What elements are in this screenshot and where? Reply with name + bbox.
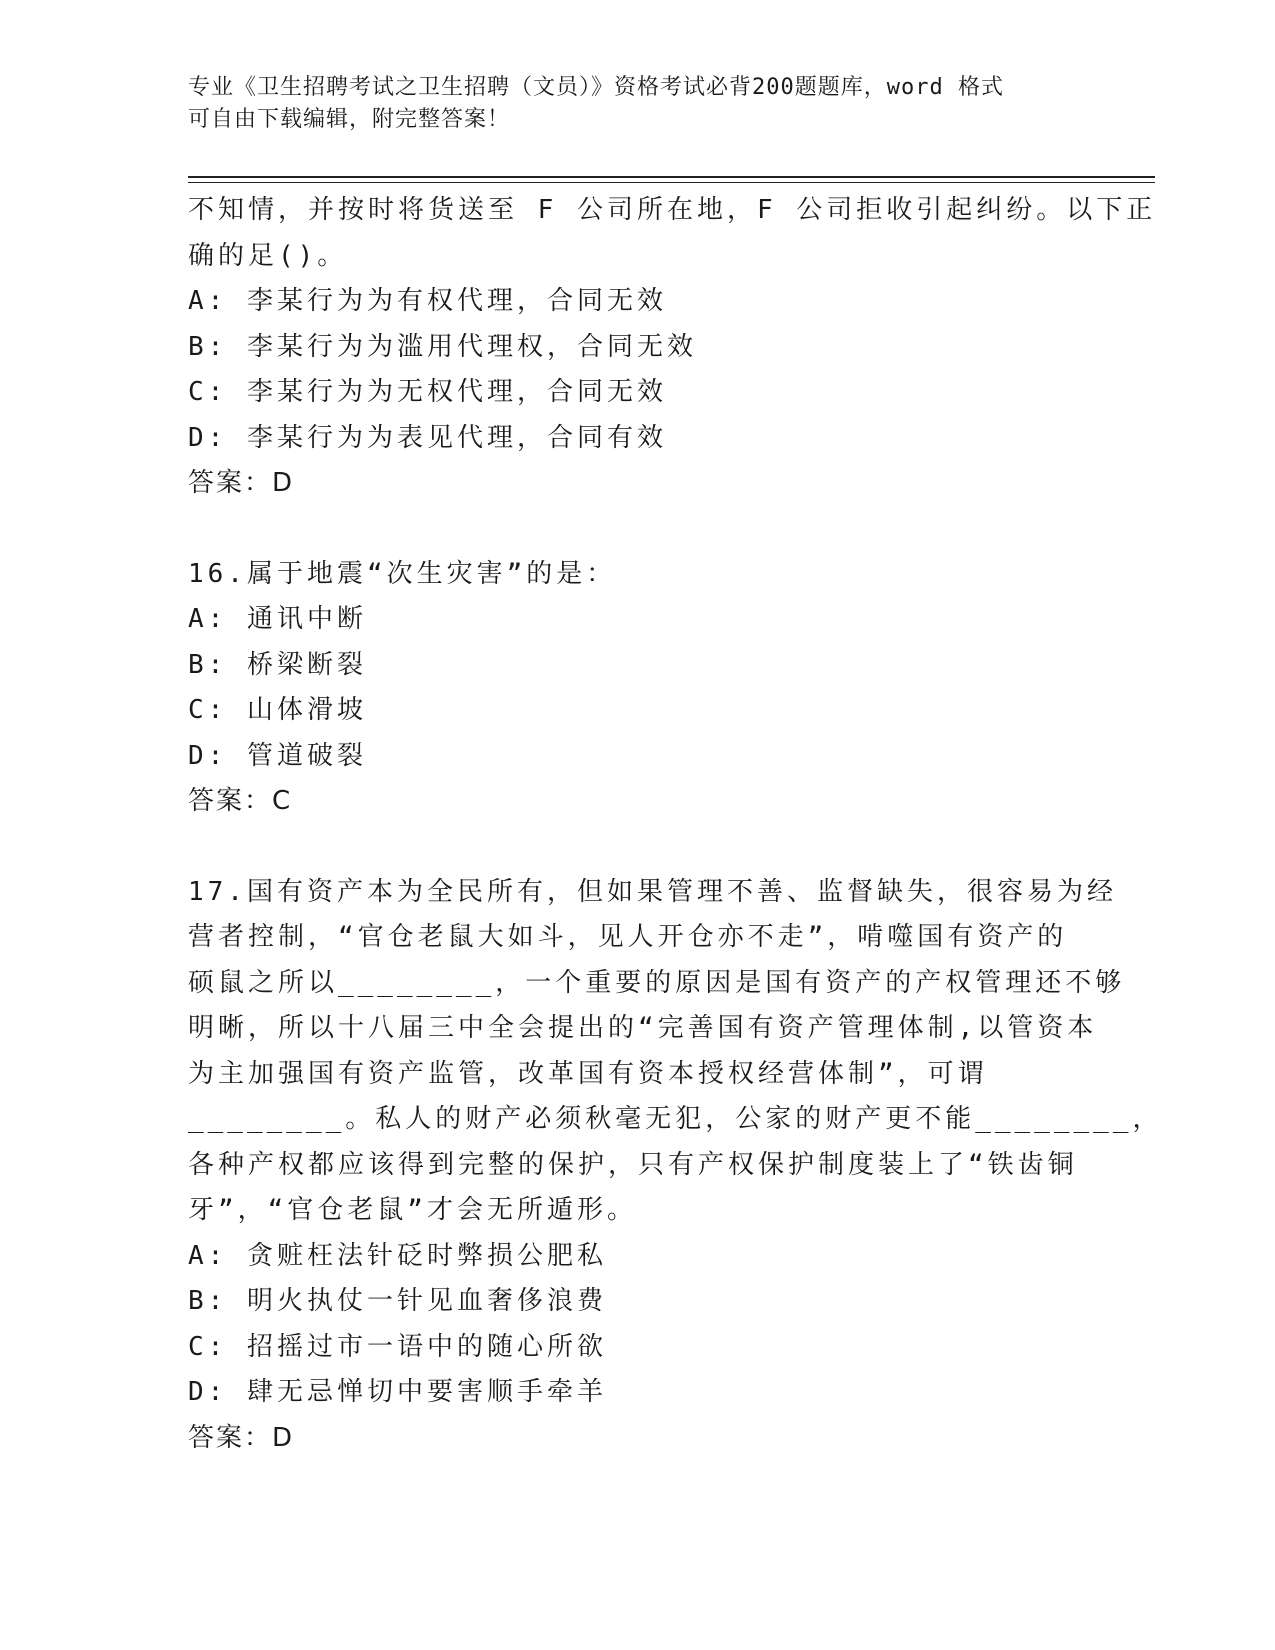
- question-stem-line: 为主加强国有资产监管，改革国有资本授权经营体制”，可谓: [188, 1058, 988, 1089]
- answer-label: 答案：C: [188, 786, 293, 816]
- question-17: [188, 870, 1163, 1462]
- header-divider-thin: [188, 182, 1155, 183]
- option-d: D: 管道破裂: [188, 740, 367, 771]
- spacer: [188, 507, 1088, 552]
- question-stem-line: 17.国有资产本为全民所有，但如果管理不善、监督缺失，很容易为经: [188, 876, 1117, 907]
- question-stem-line: 营者控制，“官仓老鼠大如斗，见人开仓亦不走”，啃噬国有资产的: [188, 922, 1068, 952]
- question-stem-line: ________。私人的财产必须秋毫无犯，公家的财产更不能________，: [188, 1104, 1163, 1134]
- header-line-1: 专业《卫生招聘考试之卫生招聘（文员）》资格考试必背200题题库，word 格式: [188, 75, 1004, 100]
- option-d: D: 李某行为为表见代理，合同有效: [188, 422, 667, 453]
- question-stem-line: 牙”，“官仓老鼠”才会无所遁形。: [188, 1195, 637, 1225]
- option-d: D: 肆无忌惮切中要害顺手牵羊: [188, 1377, 607, 1407]
- option-c: C: 李某行为为无权代理，合同无效: [188, 377, 667, 407]
- option-b: B: 明火执仗一针见血奢侈浪费: [188, 1286, 607, 1316]
- option-b: B: 李某行为为滥用代理权，合同无效: [188, 331, 697, 362]
- question-16: [188, 552, 1088, 825]
- answer-label: 答案：D: [188, 468, 295, 498]
- question-stem: 16.属于地震“次生灾害”的是：: [188, 558, 617, 589]
- question-stem-line: 明晰，所以十八届三中全会提出的“完善国有资产管理体制,以管资本: [188, 1013, 1098, 1043]
- question-stem-line: 确的足()。: [188, 240, 348, 271]
- document-body: [188, 188, 1163, 1461]
- option-a: A: 贪赃枉法针砭时弊损公肥私: [188, 1240, 607, 1271]
- option-a: A: 李某行为为有权代理，合同无效: [188, 286, 667, 316]
- option-a: A: 通讯中断: [188, 604, 367, 634]
- header-divider-thick: [188, 176, 1155, 178]
- option-b: B: 桥梁断裂: [188, 649, 367, 680]
- question-stem-line: 不知情，并按时将货送至 F 公司所在地，F 公司拒收引起纠纷。以下正: [188, 195, 1157, 225]
- header-line-2: 可自由下载编辑，附完整答案！: [188, 107, 511, 132]
- option-c: C: 招摇过市一语中的随心所欲: [188, 1331, 607, 1362]
- spacer: [188, 825, 1088, 870]
- question-15: [188, 188, 1157, 507]
- answer-label: 答案：D: [188, 1422, 295, 1453]
- document-header: [188, 72, 1088, 136]
- question-stem-line: 各种产权都应该得到完整的保护，只有产权保护制度装上了“铁齿铜: [188, 1149, 1078, 1180]
- option-c: C: 山体滑坡: [188, 695, 367, 725]
- question-stem-line: 硕鼠之所以________，一个重要的原因是国有资产的产权管理还不够: [188, 967, 1126, 998]
